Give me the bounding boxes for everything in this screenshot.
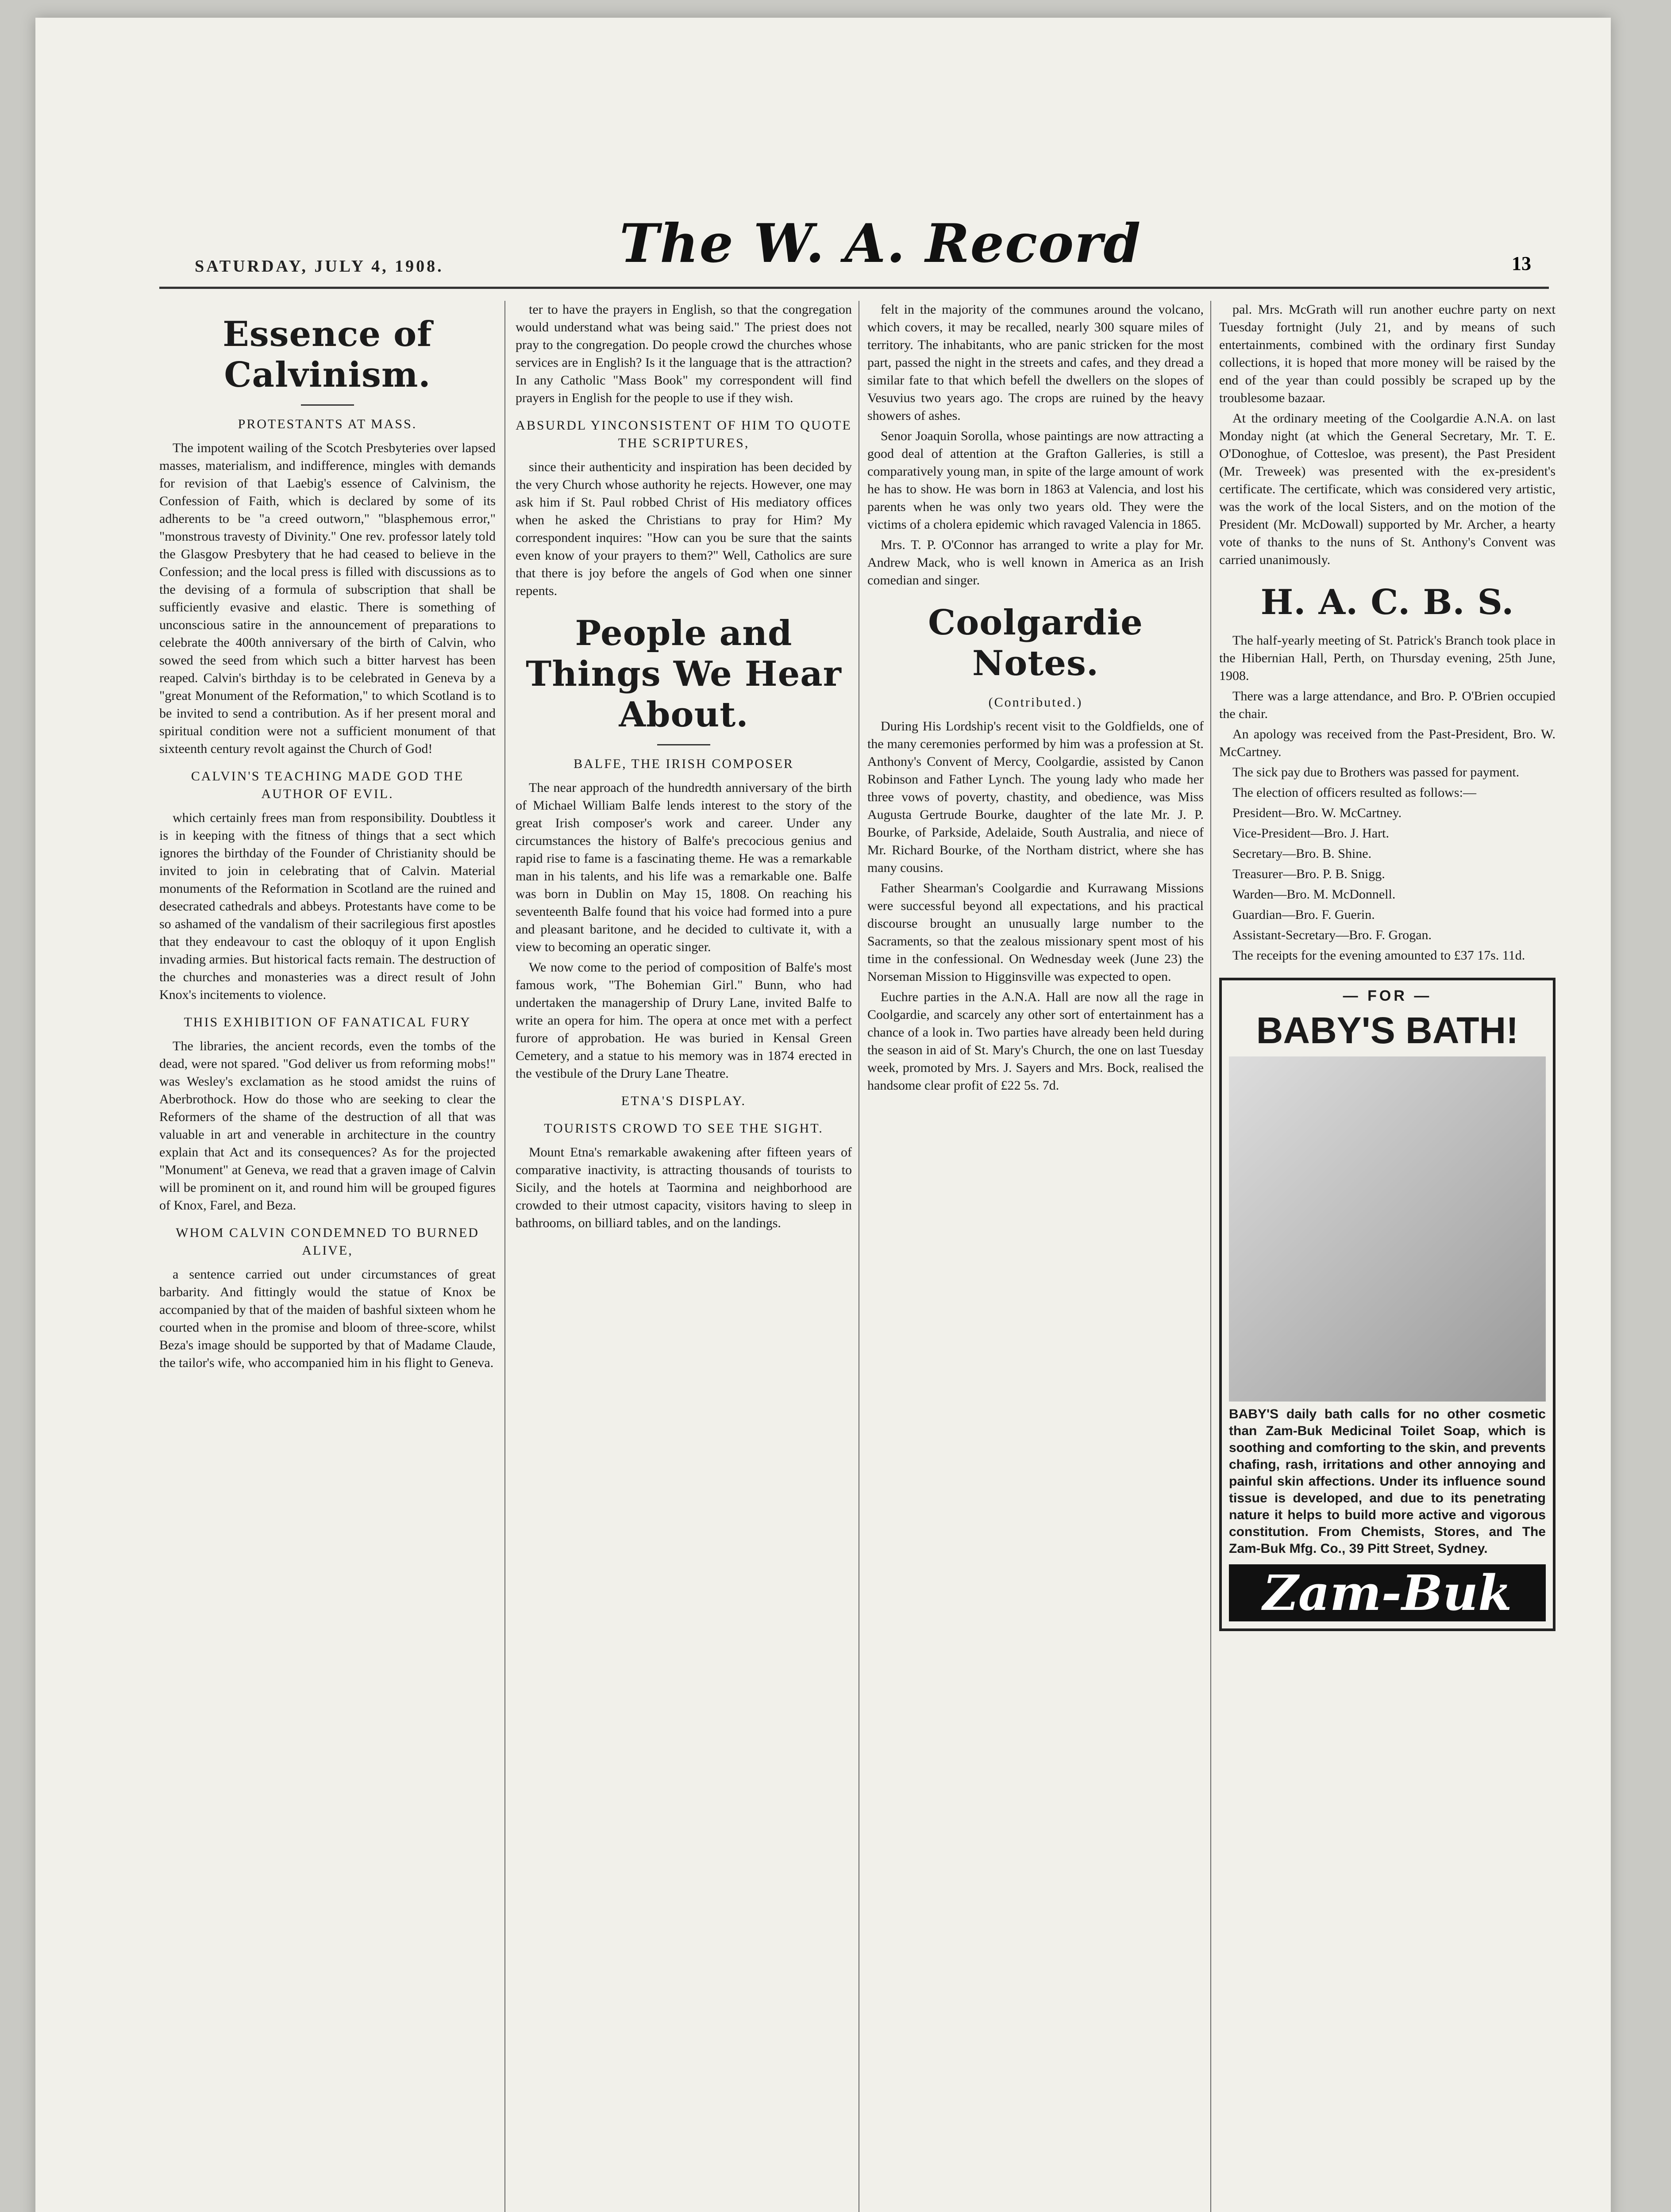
contributed-label: (Contributed.) [988,695,1083,710]
divider [657,744,710,745]
paragraph: There was a large attendance, and Bro. P. O'Brien occupied the chair. [1219,689,1555,721]
paragraph: since their authenticity and inspiration has been decided by the very Church whose authority he rejects. However, one may ask him if St. Paul robbed Christ of His mediatory offices when he asked the Christians to pray for Him? My correspondent inquires: "How can you be sure that the saints even know of your prayers to them?" Well, Catholics are sure that there is joy before the angels of God when one sinner repents. [516,460,852,598]
zam-buk-advertisement [1219,978,1555,1631]
paragraph: The sick pay due to Brothers was passed for payment. [1232,765,1520,780]
paragraph: which certainly frees man from responsibility. Doubtless it is in keeping with the fitness of things that a sect which ignores the birthday of the Founder of Christianity should be invited to join in celebrating that of Calvin. Material monuments of the Reformation in Scotland are the ruined and desecrated cathedrals and abbeys. Protestants have come to be so ashamed of the vandalism of their sacrilegious first apostles that they endeavour to cast the obloquy of it upon English invading armies. But historical facts remain. The destruction of the churches and monasteries was a direct result of John Knox's incitements to violence. [159,810,496,1002]
officer-line: President—Bro. W. McCartney. [1232,806,1402,820]
paragraph: The libraries, the ancient records, even the tombs of the dead, were not spared. "God deliver us from reforming mobs!" was Wesley's exclamation as he stood amidst the ruins of Aberbrothock. How do those who are seeking to clear the Reformers of the shame of the destruction of all that was valuable in art and venerable in architecture in the country explain that Act and its consequences? As for the projected "Monument" at Geneva, we read that a graven image of Calvin will be prominent on it, and round him will be grouped figures of Knox, Farel, and Beza. [159,1039,496,1213]
article-heading: Essence of Calvinism. [223,314,432,395]
paragraph: The election of officers resulted as follows:— [1232,785,1476,800]
issue-date: SATURDAY, JULY 4, 1908. [195,257,444,276]
ad-headline: BABY'S BATH! [1256,1010,1519,1051]
column-3 [867,301,1204,2212]
newspaper-page [35,18,1611,2212]
paragraph: At the ordinary meeting of the Coolgardie A.N.A. on last Monday night (at which the General Secretary, Mr. T. E. O'Donoghue, of Cottesloe, was present), the Past President (Mr. Treweek) was presented with the ex-president's certificate. The certificate, which was considered very artistic, was the work of the local Sisters, and on the motion of the President (Mr. McDowall) supported by Mr. Archer, a hearty vote of thanks to the nuns of St. Anthony's Convent was carried unanimously. [1219,411,1555,567]
column-rule [504,301,505,2212]
paragraph: The impotent wailing of the Scotch Presbyteries over lapsed masses, materialism, and indifference, mingles with demands for revision of that Laebig's essence of Calvinism, the Confession of Faith, which is declared by some of its adherents to be "a creed outworn," "blasphemous error," "monstrous travesty of Divinity." One rev. professor lately told the Glasgow Presbytery that he had ceased to believe in the Confession; and the local press is filled with discussions as to the devising of a formula of subscription that shall be sufficiently evasive and elastic. There is something of unconscious satire in the announcement of preparations to celebrate the 400th anniversary of the birth of Calvin, who sowed the seed from which such a bitter harvest has been reaped. Calvin's birthday is to be celebrated in Geneva by a "great Monument of the Reformation," to which Scotland is to be invited to send a contribution. As if her present moral and spiritual condition were not a sufficient monument of that sixteenth century revolt against the Church of God! [159,441,496,756]
officer-line: Treasurer—Bro. P. B. Snigg. [1232,867,1385,881]
ad-for-label: — FOR — [1343,987,1432,1004]
column-1 [159,301,496,2212]
paragraph: The half-yearly meeting of St. Patrick's Branch took place in the Hibernian Hall, Perth, on Thursday evening, 25th June, 1908. [1219,633,1555,683]
paragraph: ter to have the prayers in English, so that the congregation would understand what was being said." The priest does not pray to the congregation. Do people crowd the churches whose services are in English? Is it the language that is the attraction? In any Catholic "Mass Book" my correspondent will find prayers in English for the people to use if they wish. [516,302,852,405]
article-heading: Coolgardie Notes. [928,603,1143,684]
mother-and-baby-illustration [1229,1056,1546,1402]
masthead [159,204,1531,279]
column-rule [1210,301,1211,2212]
subheading: ETNA'S DISPLAY. [621,1094,747,1108]
paragraph: a sentence carried out under circumstances of great barbarity. And fittingly would the statue of Knox be accompanied by that of the maiden of bashful sixteen whom he courted when in the promise and bloom of three-score, whilst Beza's image should be supported by that of Madame Claude, the tailor's wife, who accompanied him in his flight to Geneva. [159,1267,496,1370]
paragraph: Father Shearman's Coolgardie and Kurrawang Missions were successful beyond all expectations, and his practical discourse brought an unusually large number to the Sacraments, so that the zealous missionary spent most of his time in the confessional. On Wednesday week (June 23) the Norseman Mission to Higginsville was expected to open. [867,881,1204,984]
officer-line: Assistant-Secretary—Bro. F. Grogan. [1232,928,1432,942]
paragraph: Senor Joaquin Sorolla, whose paintings are now attracting a good deal of attention at the Grafton Galleries, is still a comparatively young man, in spite of the large amount of work he has to show. He was born in 1863 at Valencia, and lost his parents when he was only two years old. They were the victims of a cholera epidemic which ravaged Valencia in 1865. [867,429,1204,532]
column-4 [1219,301,1555,2212]
article-heading: H. A. C. B. S. [1260,582,1514,622]
paragraph: Euchre parties in the A.N.A. Hall are now all the rage in Coolgardie, and scarcely any other sort of entertainment has a chance of a look in. Two parties have already been held during the season in aid of St. Mary's Church, the one on last Tuesday week, promoted by Mrs. J. Sayers and Mrs. Bock, realised the handsome clear profit of £22 5s. 7d. [867,990,1204,1093]
paragraph: felt in the majority of the communes around the volcano, which covers, it may be recalled, nearly 300 square miles of territory. The inhabitants, who are panic stricken for the most part, passed the night in the streets and cafes, and they dread a similar fate to that which befell the dwellers on the slopes of Vesuvius two years ago. The crops are ruined by the heavy showers of ashes. [867,302,1204,423]
subheading: THIS EXHIBITION OF FANATICAL FURY [184,1015,471,1029]
paragraph: pal. Mrs. McGrath will run another euchre party on next Tuesday fortnight (July 21, and by means of such entertainments, combined with the ordinary first Sunday collections, it is hoped that more money will be raised by the end of the year than could possibly be scraped up by the troublesome bazaar. [1219,302,1555,405]
ad-brand-logo: Zam-Buk [1229,1564,1546,1621]
officer-line: Secretary—Bro. B. Shine. [1232,846,1372,861]
officer-line: Guardian—Bro. F. Guerin. [1232,907,1375,922]
subheading: TOURISTS CROWD TO SEE THE SIGHT. [544,1121,824,1136]
divider [301,404,354,406]
paragraph: Mrs. T. P. O'Connor has arranged to write a play for Mr. Andrew Mack, who is well known in America as an Irish comedian and singer. [867,538,1204,588]
paragraph: The near approach of the hundredth anniversary of the birth of Michael William Balfe lends interest to the story of the great Irish composer's work and career. Under any circumstances the history of Balfe's precocious genius and rapid rise to fame is a fascinating theme. He was a remarkable man in his talents, and his life was a remarkable one. Balfe was born in Dublin on May 15, 1808. On reaching his seventeenth Balfe found that his voice had formed into a pure and pleasant baritone, and he decided to cultivate it, with a view to becoming an operatic singer. [516,780,852,954]
page-number: 13 [1512,253,1531,274]
paragraph: The receipts for the evening amounted to £37 17s. 11d. [1232,948,1525,963]
article-heading: People and Things We Hear About. [526,613,842,735]
paragraph: We now come to the period of composition of Balfe's most famous work, "The Bohemian Girl." Bunn, who had undertaken the managership of Drury Lane, invited Balfe to write an opera for him. The opera at once met with a perfect furore of approbation. He was buried in Kensal Green Cemetery, and a statue to his memory was in 1874 erected in the vestibule of the Drury Lane Theatre. [516,960,852,1081]
subheading: WHOM CALVIN CONDEMNED TO BURNED ALIVE, [176,1225,479,1258]
column-2 [516,301,852,2212]
officer-line: Warden—Bro. M. McDonnell. [1232,887,1396,902]
subheading: ABSURDL YINCONSISTENT OF HIM TO QUOTE THE SCRIPTURES, [516,418,852,450]
ad-body: BABY'S daily bath calls for no other cosmetic than Zam-Buk Medicinal Toilet Soap, which is soothing and comforting to the skin, and prevents chafing, rash, irritations and other annoying and painful skin affections. Under its influence sound tissue is developed, and due to its penetrating nature it helps to build more active and vigorous constitution. From Chemists, Stores, and The Zam-Buk Mfg. Co., 39 Pitt Street, Sydney. [1229,1407,1546,1556]
paragraph: Mount Etna's remarkable awakening after fifteen years of comparative inactivity, is attracting thousands of tourists to Sicily, and the hotels at Taormina and neighborhood are crowded to their utmost capacity, visitors having to sleep in bathrooms, on billiard tables, and on the landings. [516,1145,852,1230]
subheading: PROTESTANTS AT MASS. [238,417,417,431]
officer-line: Vice-President—Bro. J. Hart. [1232,826,1389,841]
paragraph: During His Lordship's recent visit to the Goldfields, one of the many ceremonies performed by him was a profession at St. Anthony's Convent of Mercy, Coolgardie, assisted by Canon Robinson and Father Lynch. The young lady who made her three vows of poverty, chastity, and obedience, was Miss Augusta Gertrude Bourke, daughter of the late Mr. J. P. Bourke, of Parkside, Adelaide, South Australia, and niece of Mr. Richard Bourke, of the Northam district, where she has many cousins. [867,719,1204,875]
subheading: CALVIN'S TEACHING MADE GOD THE AUTHOR OF EVIL. [191,769,464,801]
newspaper-title: The W. A. Record [620,212,1142,275]
subheading: BALFE, THE IRISH COMPOSER [574,757,794,771]
masthead-rule [159,287,1549,289]
paragraph: An apology was received from the Past-President, Bro. W. McCartney. [1219,727,1555,759]
